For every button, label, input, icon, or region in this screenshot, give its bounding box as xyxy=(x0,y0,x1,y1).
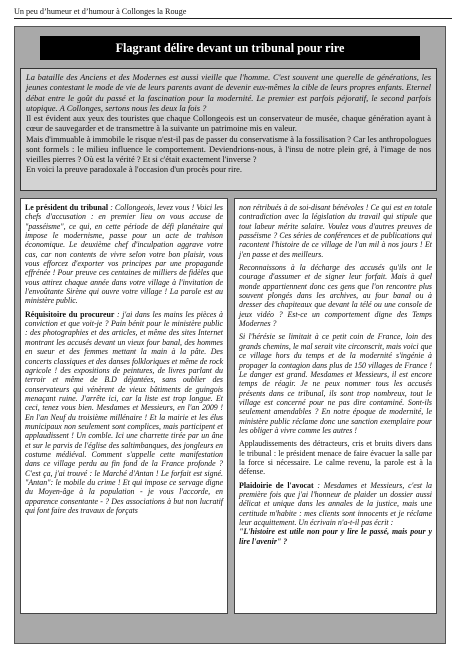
right-column xyxy=(234,198,437,614)
intro-paragraph xyxy=(26,72,431,113)
president-text: : Collongeois, levez vous ! Voici les chefs d'accusation : en premier lieu on vous accuse de "passéisme", ce qui, en cette période de défi planétaire qui impose le modernisme, passe pour un acte de trahison économique. Le deuxième chef d'inculpation aggrave votre cas, car non contents de vivre selon votre bon plaisir, vous vous efforcez d'exporter vos principes par une propagande effrénée ! Pour preuve ces centaines de milliers de fidèles que vous attirez chaque année dans votre village à l'invitation de l'envoûtante Sirène qui ouvre votre village ! La parole est au ministère public. xyxy=(25,203,224,306)
prosecutor-continued-paragraph: Si l'hérésie se limitait à ce petit coin de France, loin des grands chemins, le mal serait vite circonscrit, mais voici que ce village hors du temps et de la modernité s'ingénie à propager la contagion dans plus de 150 villages de France ! Le danger est grand. Mesdames et Messieurs, il est encore temps de réagir. Je ne peux nommer tous les accusés présents dans ce tribunal, ils sont trop nombreux, tout le village est concerné pour ne pas dire contaminé. Sont-ils seulement amendables ? En notre époque de modernité, le ministère public réclame donc une sanction exemplaire pour les obliger à vivre comme les autres ! xyxy=(239,332,432,435)
prosecutor-continued-paragraph: Reconnaissons à la décharge des accusés qu'ils ont le courage d'assumer et de signer leur forfait. Mais à quel monde appartiennent donc ces gens que l'on rencontre plus souvent plongés dans les archives, au four banal ou à dresser des chapiteaux que devant la télé ou une console de jeux vidéo ? Est-ce un comportement digne des Temps Modernes ? xyxy=(239,263,432,329)
running-header xyxy=(14,6,452,19)
president-label: Le président du tribunal xyxy=(25,203,109,212)
intro-box xyxy=(20,68,437,191)
article-frame xyxy=(14,26,446,644)
article-title: Flagrant délire devant un tribunal pour rire xyxy=(40,36,420,60)
intro-paragraph: Mais d'immuable à immobile le risque n'est-il pas de passer du conservatisme à la fossilisation ? Car les anthropologues sont formels : le milieu influence le comportement. Deviendrions-nous, à l'insu de notre plein gré, à l'image de nos vieilles pierres ? Où est la vérité ? Et si c'était exactement l'inverse ? xyxy=(26,133,431,164)
defense-label: Plaidoirie de l'avocat xyxy=(239,480,314,490)
running-header-text: Un peu d’humeur et d’humour à Collonges la Rouge xyxy=(14,7,187,16)
prosecutor-paragraph xyxy=(25,310,223,516)
defense-text: : Mesdames et Messieurs, c'est la première fois que j'ai l'honneur de plaider un dossier aussi délicat et unique dans les annales de la justice, mais une certitude m'habite : mes clients sont innocents et je réclame leur acquittement. Un écrivain n'a-t-il pas écrit : xyxy=(239,480,432,527)
defense-paragraph xyxy=(239,481,432,546)
defense-quote: "L'histoire est utile non pour y lire le passé, mais pour y lire l'avenir" ? xyxy=(239,527,432,546)
president-paragraph xyxy=(25,203,223,306)
intro-paragraph: En voici la preuve paradoxale à l'occasion d'un procès pour rire. xyxy=(26,164,243,175)
prosecutor-text: : j'ai dans les mains les pièces à conviction et que voit-je ? Pain bénit pour le ministère public : des photographies et des articles, et même des sites Internet montrant les accusés devant un vieux four banal, des hommes en sueur et des femmes mettant la main à la pâte. Des concerts classiques et des danses folkloriques et même de rock agricole ! des expositions de peintures, de livres parlant du terroir et même de B.D déjantées, sans oublier des conservateurs qui vénèrent de vieux bâtiments de guingois menaçant ruine. J'arrête ici, car la liste est trop longue. Et ceci, tenez vous bien. Mesdames et Messieurs, en l'an 2009 ! En l'an Neuf du troisième millénaire ! Et la mairie et les élus municipaux non seulement sont complices, mais participent et applaudissent ! Un comble. Ici une charrette tirée par un âne et sur le parvis de l'église des saltimbanques, des jongleurs en costume médiéval. Comment s'appelle cette manifestation dans ce village perdu au fin fond de la France profonde ? C'est ça, j'ai trouvé : le Marché d'Antan ! Le forfait est signé. "Antan": le mobile du crime ! Et qui impose ce servage digne du Moyen-âge à la population - je vous l'accorde, en apparence consentante - ? Des associations à but non lucratif qui font faire des travaux de forçats xyxy=(25,309,223,515)
intro-lead-italic: La bataille des Anciens et des Modernes est aussi vieille que l'homme. C'est souvent une querelle de générations, les jeunes contestant le mode de vie de leurs parents avant de devenir eux-mêmes la cible de leurs propres enfants. Eternel débat entre le goût du passé et la fascination pour la modernité. Le premier est parfois péjoratif, le second parfois utopique. A Collonges, sertons nous les deux la fois ? xyxy=(26,72,431,113)
courtroom-reaction-paragraph: Applaudissements des détracteurs, cris et bruits divers dans le tribunal : le président menace de faire évacuer la salle par la force si nécessaire. Le calme revenu, la parole est à la défense. xyxy=(239,439,432,477)
prosecutor-continued-paragraph: non rétribués à de soi-disant bénévoles ! Ce qui est en totale contradiction avec la législation du travail qui stipule que tout labeur mérite salaire. Voulez vous d'autres preuves de passéisme ? Ces séries de conférences et de publications qui racontent l'histoire de ce village de l'an mil à nos jours ! Et j'en passe et des meilleurs. xyxy=(239,203,432,259)
intro-paragraph: Il est évident aux yeux des touristes que chaque Collongeois est un conservateur de musée, chaque génération ayant à cœur de sauvegarder et de transmettre à la suivante un patrimoine mis en valeur. xyxy=(26,113,431,134)
left-column xyxy=(20,198,228,614)
prosecutor-label: Réquisitoire du procureur xyxy=(25,309,115,319)
